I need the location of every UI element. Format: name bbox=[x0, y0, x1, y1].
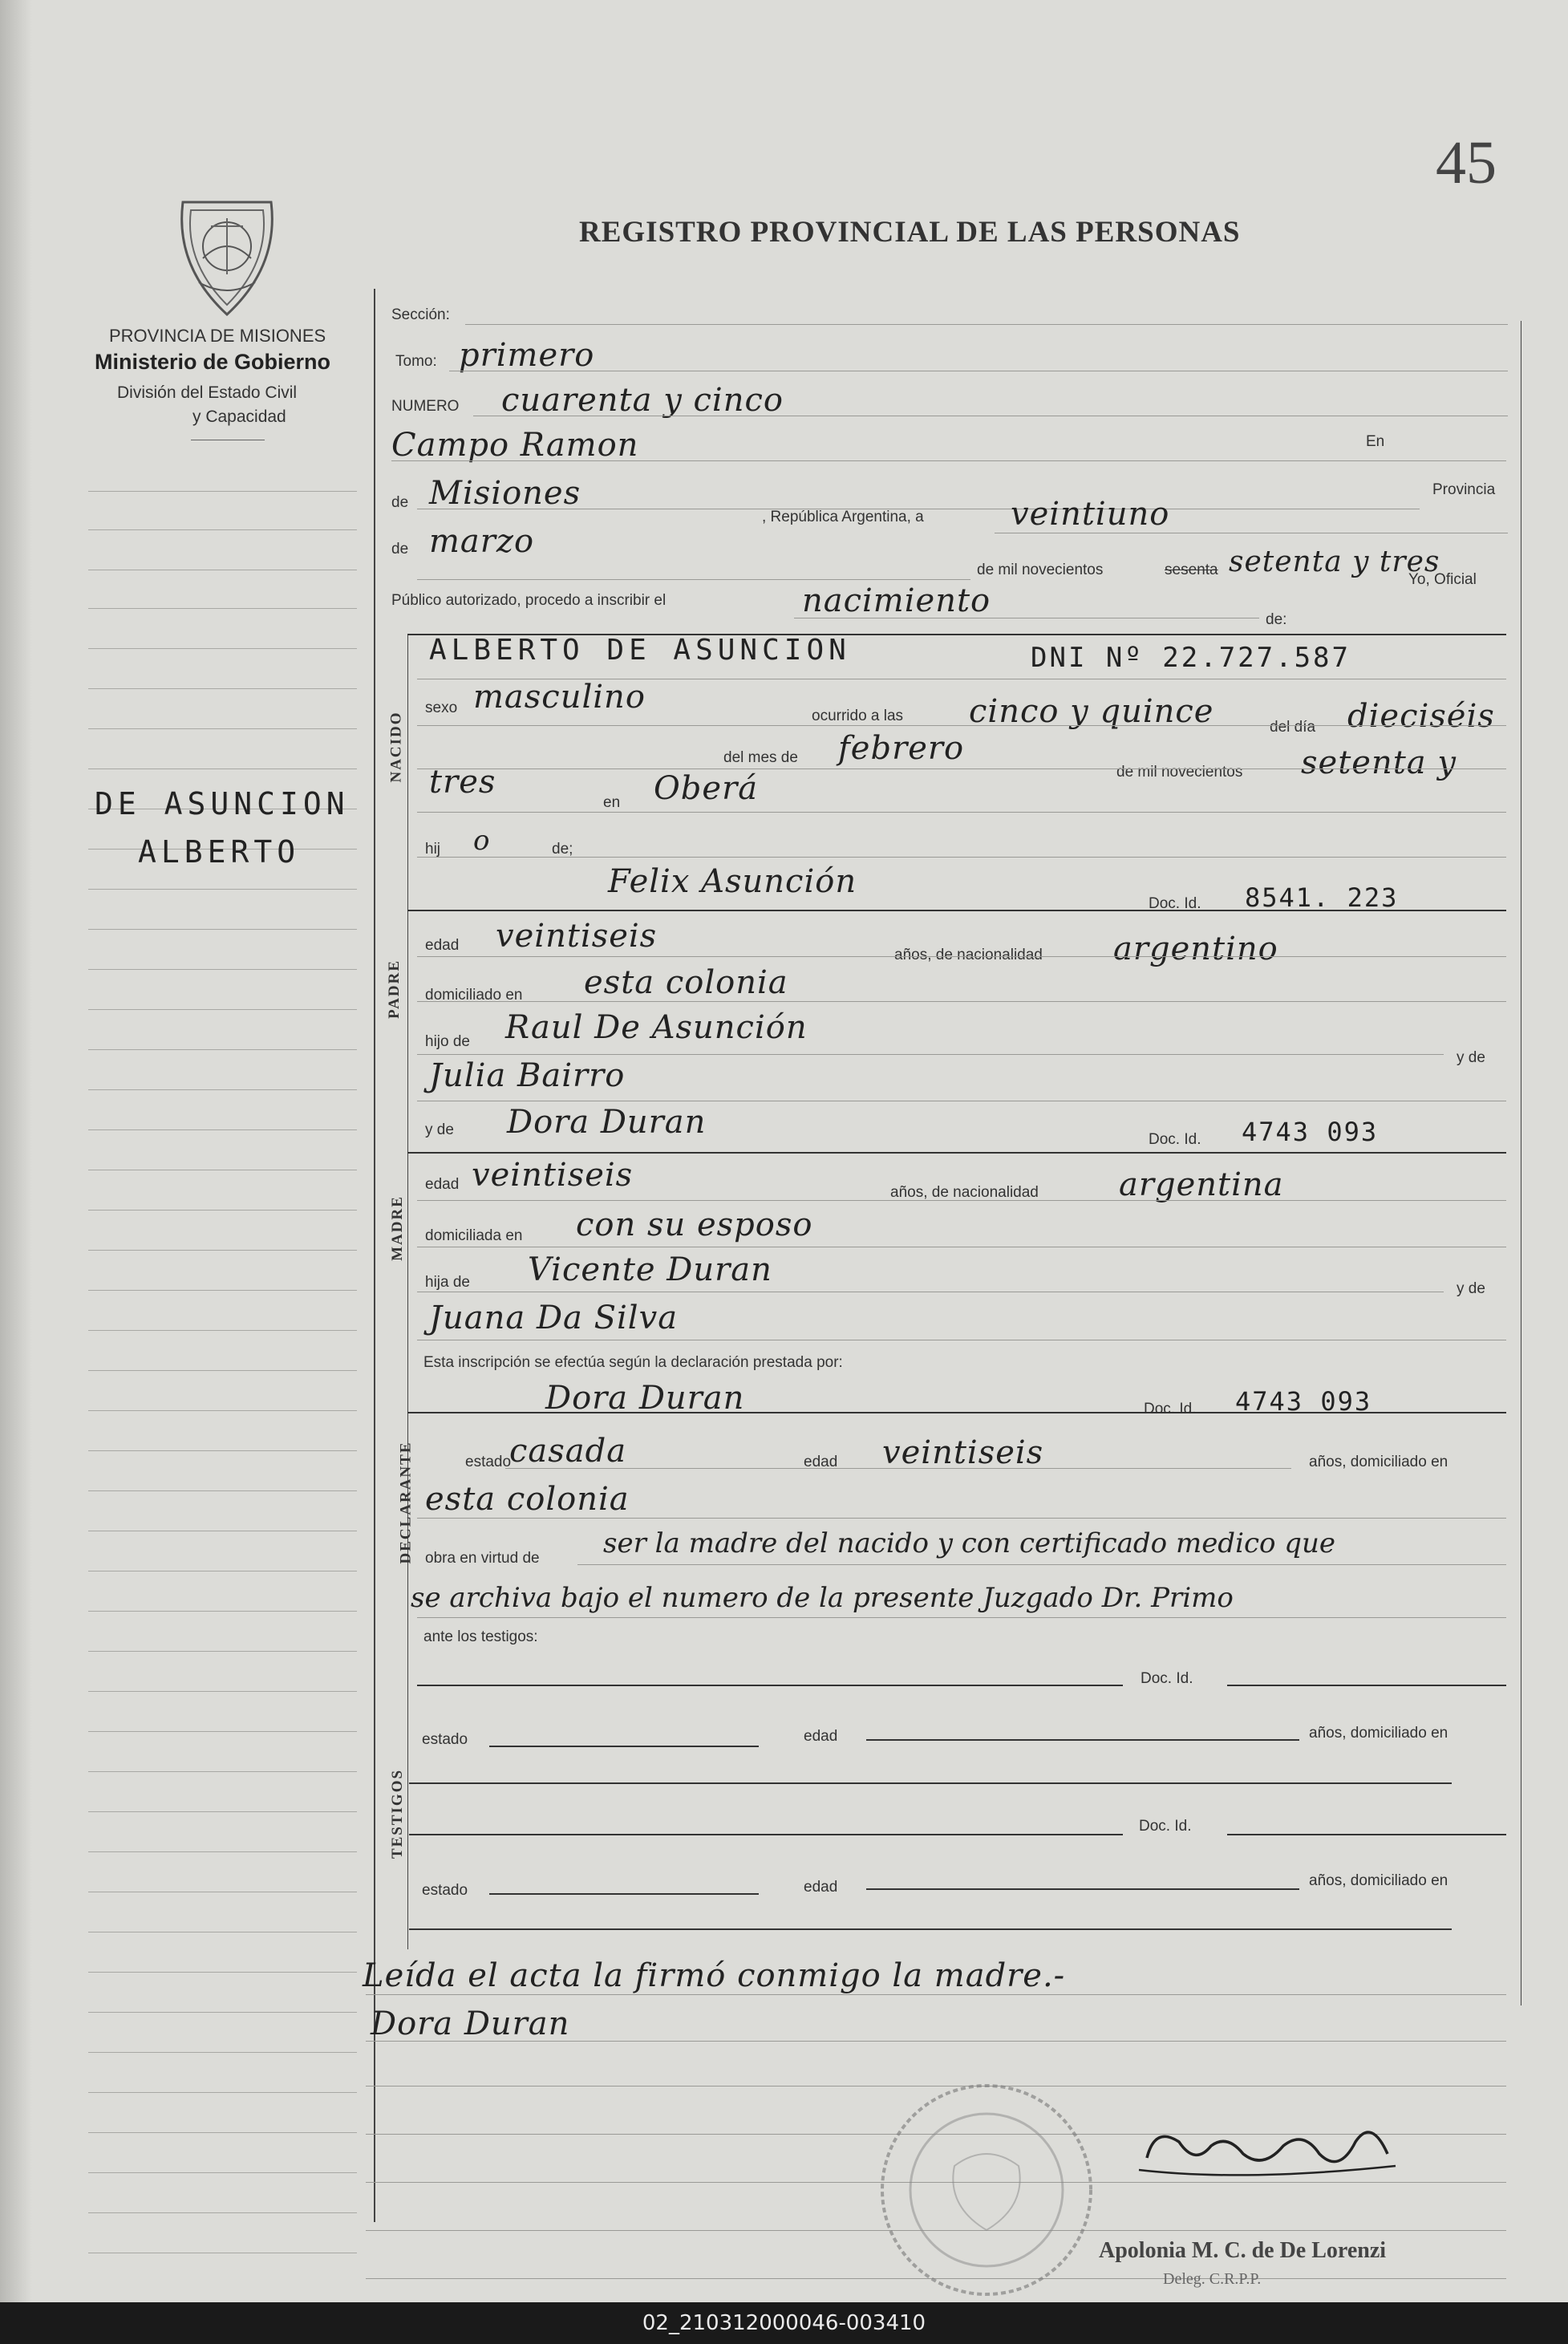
ante-testigos-label: ante los testigos: bbox=[423, 1628, 538, 1645]
publico-label: Público autorizado, procedo a inscribir el bbox=[391, 592, 667, 609]
sexo-value: masculino bbox=[473, 679, 646, 716]
madre-y-de-label-2: y de bbox=[1457, 1280, 1485, 1297]
madre-doc-label: Doc. Id. bbox=[1149, 1131, 1201, 1148]
madre-nombre: Dora Duran bbox=[507, 1104, 707, 1141]
de-semi-label: de; bbox=[552, 841, 573, 858]
decl-anios-label: años, domiciliado en bbox=[1309, 1454, 1448, 1470]
declarante-nombre: Dora Duran bbox=[545, 1380, 745, 1417]
official-round-stamp bbox=[866, 2070, 1107, 2302]
madre-hija-label: hija de bbox=[425, 1274, 470, 1291]
madre-nac-label: años, de nacionalidad bbox=[890, 1184, 1039, 1201]
closing-line-1: Leída el acta la firmó conmigo la madre.- bbox=[363, 1957, 1066, 1994]
madre-edad-value: veintiseis bbox=[472, 1157, 634, 1194]
madre-nac-value: argentina bbox=[1119, 1166, 1284, 1203]
en-label-2: en bbox=[603, 794, 621, 811]
testigo1-estado-label: estado bbox=[422, 1731, 468, 1748]
de-mil-label: de mil novecientos bbox=[977, 562, 1104, 578]
padre-dom-label: domiciliado en bbox=[425, 987, 523, 1004]
obra-value-2: se archiva bajo el numero de la presente Juzgado Dr. Primo bbox=[411, 1582, 1234, 1614]
padre-nombre: Felix Asunción bbox=[608, 863, 857, 900]
madre-doc-value: 4743 093 bbox=[1242, 1117, 1379, 1147]
document-title: REGISTRO PROVINCIAL DE LAS PERSONAS bbox=[579, 216, 1241, 249]
del-mes-label: del mes de bbox=[723, 749, 798, 766]
madre-hija-value: Vicente Duran bbox=[528, 1251, 772, 1288]
hora-value: cinco y quince bbox=[969, 693, 1214, 730]
testigo2-estado-label: estado bbox=[422, 1882, 468, 1899]
numero-value: cuarenta y cinco bbox=[501, 382, 784, 419]
nacido-dni: DNI Nº 22.727.587 bbox=[1031, 642, 1351, 674]
hij-label: hij bbox=[425, 841, 441, 858]
section-padre: PADRE bbox=[386, 959, 403, 1020]
padre-y-de-value: Julia Bairro bbox=[429, 1057, 626, 1094]
anio-value: setenta y tres bbox=[1229, 545, 1440, 578]
obra-label: obra en virtud de bbox=[425, 1550, 540, 1567]
archive-footer-id: 02_210312000046-003410 bbox=[0, 2302, 1568, 2344]
madre-edad-label: edad bbox=[425, 1176, 460, 1193]
lugar-value: Campo Ramon bbox=[391, 427, 639, 464]
yo-oficial-label: Yo, Oficial bbox=[1408, 571, 1477, 588]
de-label-1: de bbox=[391, 494, 409, 511]
provincia-value: Misiones bbox=[429, 475, 581, 512]
padre-y-de-label: y de bbox=[1457, 1049, 1485, 1066]
republica-label: , República Argentina, a bbox=[762, 509, 924, 525]
testigo2-anios-label: años, domiciliado en bbox=[1309, 1872, 1448, 1889]
coat-of-arms-seal bbox=[167, 186, 287, 318]
testigo1-edad-label: edad bbox=[804, 1728, 838, 1745]
sesenta-struck: sesenta bbox=[1165, 562, 1218, 578]
official-name-stamp: Apolonia M. C. de De Lorenzi bbox=[1099, 2238, 1387, 2263]
closing-signature: Dora Duran bbox=[371, 2005, 570, 2042]
anio-nac-value-2: tres bbox=[429, 764, 496, 801]
padre-doc-value: 8541. 223 bbox=[1245, 882, 1399, 913]
testigo1-doc-label: Doc. Id. bbox=[1141, 1670, 1193, 1687]
division-label: División del Estado Civil bbox=[117, 383, 298, 402]
decl-dom-value: esta colonia bbox=[425, 1481, 630, 1518]
sexo-label: sexo bbox=[425, 700, 458, 716]
declarante-doc-label: Doc. Id. bbox=[1144, 1401, 1197, 1417]
madre-y-de-label: y de bbox=[425, 1121, 454, 1138]
de-mil-label-2: de mil novecientos bbox=[1116, 764, 1243, 781]
acto-value: nacimiento bbox=[802, 582, 991, 619]
nacido-name: ALBERTO DE ASUNCION bbox=[429, 634, 851, 667]
mes-nac-value: febrero bbox=[838, 730, 965, 767]
provincia-label: Provincia bbox=[1432, 481, 1496, 498]
madre-y-de-value: Juana Da Silva bbox=[429, 1300, 679, 1336]
tomo-value: primero bbox=[459, 337, 595, 374]
padre-edad-label: edad bbox=[425, 937, 460, 954]
dia-value: veintiuno bbox=[1011, 496, 1170, 533]
padre-edad-value: veintiseis bbox=[496, 918, 658, 955]
dia-nac-value: dieciséis bbox=[1347, 698, 1495, 735]
testigo2-edad-label: edad bbox=[804, 1879, 838, 1896]
ocurrido-label: ocurrido a las bbox=[812, 708, 904, 724]
padre-nac-label: años, de nacionalidad bbox=[894, 947, 1043, 963]
page-number: 45 bbox=[1436, 129, 1497, 197]
province-label: PROVINCIA DE MISIONES bbox=[109, 326, 326, 346]
section-madre: MADRE bbox=[388, 1195, 406, 1261]
padre-dom-value: esta colonia bbox=[584, 964, 788, 1001]
hij-suffix: o bbox=[473, 825, 491, 857]
official-title-stamp: Deleg. C.R.P.P. bbox=[1163, 2270, 1262, 2288]
obra-value-1: ser la madre del nacido y con certificado medico que bbox=[603, 1527, 1336, 1559]
section-testigos: TESTIGOS bbox=[389, 1768, 407, 1859]
capacity-label: y Capacidad bbox=[192, 408, 286, 426]
lugar-nac-value: Oberá bbox=[654, 770, 759, 807]
official-signature bbox=[1123, 2110, 1412, 2190]
decl-edad-label: edad bbox=[804, 1454, 838, 1470]
padre-hijo-label: hijo de bbox=[425, 1033, 470, 1050]
de-colon-label: de: bbox=[1266, 611, 1287, 628]
numero-label: NUMERO bbox=[391, 398, 460, 415]
padre-nac-value: argentino bbox=[1113, 931, 1278, 967]
del-dia-label: del día bbox=[1270, 719, 1316, 736]
padre-doc-label: Doc. Id. bbox=[1149, 895, 1201, 912]
seccion-label: Sección: bbox=[391, 306, 450, 323]
testigo1-anios-label: años, domiciliado en bbox=[1309, 1725, 1448, 1742]
testigo2-doc-label: Doc. Id. bbox=[1139, 1818, 1192, 1835]
madre-dom-label: domiciliada en bbox=[425, 1227, 523, 1244]
margin-surname: DE ASUNCION bbox=[95, 786, 350, 821]
section-declarante: DECLARANTE bbox=[397, 1441, 415, 1564]
inscripcion-label: Esta inscripción se efectúa según la declaración prestada por: bbox=[423, 1354, 843, 1371]
decl-estado-label: estado bbox=[465, 1454, 512, 1470]
mes-value: marzo bbox=[429, 523, 535, 560]
tomo-label: Tomo: bbox=[395, 353, 437, 370]
decl-edad-value: veintiseis bbox=[882, 1434, 1044, 1471]
ministry-label: Ministerio de Gobierno bbox=[95, 350, 331, 374]
section-nacido: NACIDO bbox=[387, 711, 405, 783]
decl-estado-value: casada bbox=[509, 1433, 627, 1470]
en-label: En bbox=[1366, 433, 1385, 450]
madre-dom-value: con su esposo bbox=[576, 1206, 813, 1243]
padre-hijo-value: Raul De Asunción bbox=[505, 1009, 808, 1046]
anio-nac-value: setenta y bbox=[1301, 744, 1457, 781]
declarante-doc-value: 4743 093 bbox=[1235, 1386, 1372, 1417]
de-label-2: de bbox=[391, 541, 409, 558]
margin-given-name: ALBERTO bbox=[138, 834, 301, 870]
